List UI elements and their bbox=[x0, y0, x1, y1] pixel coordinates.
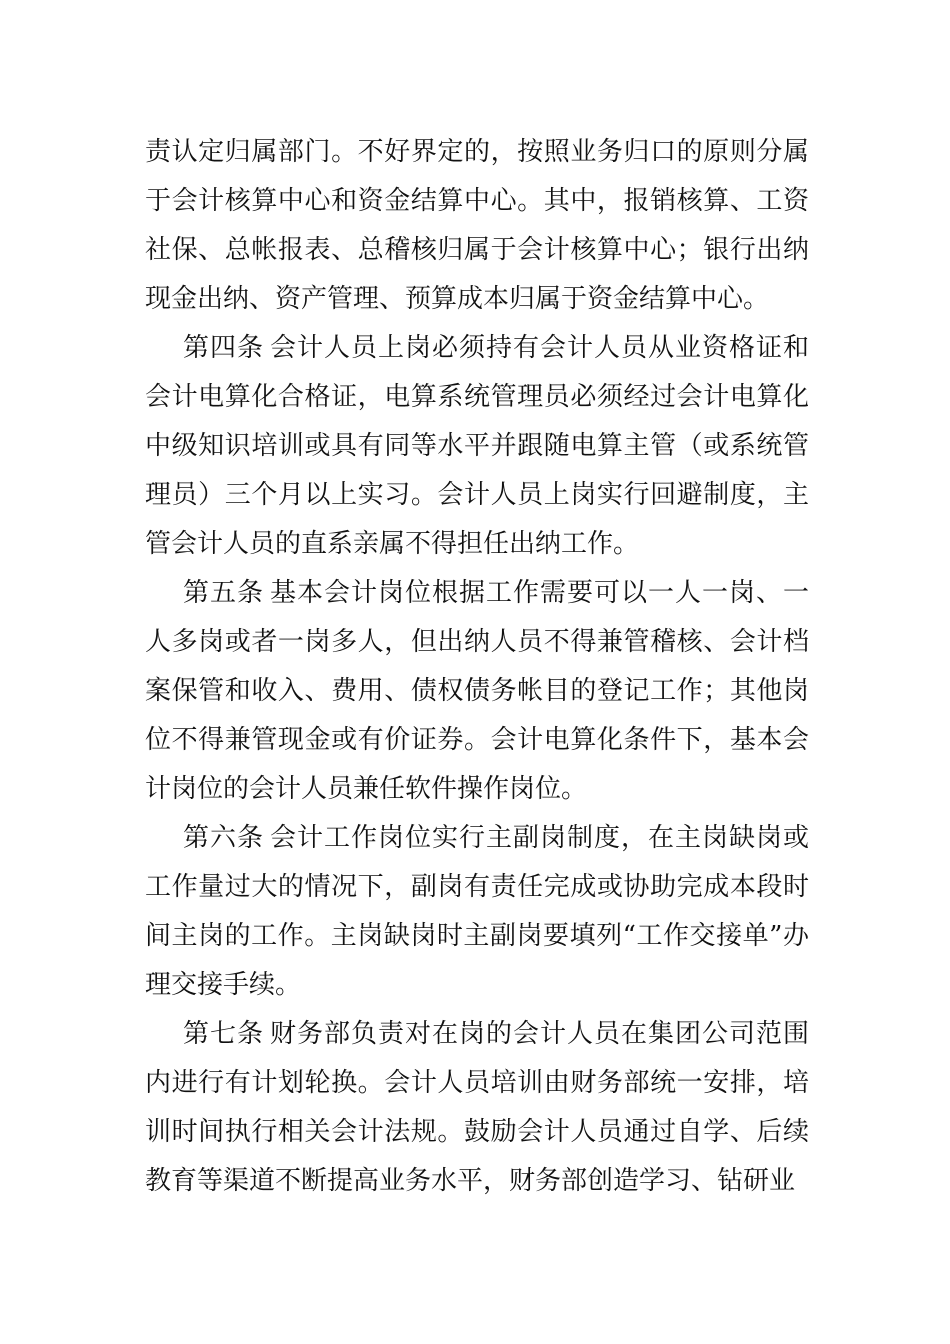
article-5 bbox=[145, 569, 809, 814]
article-label: 第五条 bbox=[183, 578, 264, 608]
article-label: 第七条 bbox=[183, 1019, 264, 1049]
paragraph-text: 基本会计岗位根据工作需要可以一人一岗、一人多岗或者一岗多人，但出纳人员不得兼管稽核、会计档案保管和收入、费用、债权债务帐目的登记工作；其他岗位不得兼管现金或有价证券。会计电算化条件下，基本会计岗位的会计人员兼任软件操作岗位。 bbox=[145, 578, 809, 804]
article-label: 第四条 bbox=[183, 333, 264, 363]
article-7 bbox=[145, 1010, 809, 1206]
paragraph-text: 会计工作岗位实行主副岗制度，在主岗缺岗或工作量过大的情况下，副岗有责任完成或协助完成本段时间主岗的工作。主岗缺岗时主副岗要填列“工作交接单”办理交接手续。 bbox=[145, 823, 809, 1000]
article-6 bbox=[145, 814, 809, 1010]
paragraph-continued bbox=[145, 128, 809, 324]
document-body bbox=[145, 128, 809, 1206]
paragraph-text: 财务部负责对在岗的会计人员在集团公司范围内进行有计划轮换。会计人员培训由财务部统一安排，培训时间执行相关会计法规。鼓励会计人员通过自学、后续教育等渠道不断提高业务水平，财务部创造学习、钻研业 bbox=[145, 1019, 809, 1196]
article-label: 第六条 bbox=[183, 823, 264, 853]
article-4 bbox=[145, 324, 809, 569]
paragraph-text: 责认定归属部门。不好界定的，按照业务归口的原则分属于会计核算中心和资金结算中心。其中，报销核算、工资社保、总帐报表、总稽核归属于会计核算中心；银行出纳现金出纳、资产管理、预算成本归属于资金结算中心。 bbox=[145, 137, 809, 314]
paragraph-text: 会计人员上岗必须持有会计人员从业资格证和会计电算化合格证，电算系统管理员必须经过会计电算化中级知识培训或具有同等水平并跟随电算主管（或系统管理员）三个月以上实习。会计人员上岗实行回避制度，主管会计人员的直系亲属不得担任出纳工作。 bbox=[145, 333, 809, 559]
